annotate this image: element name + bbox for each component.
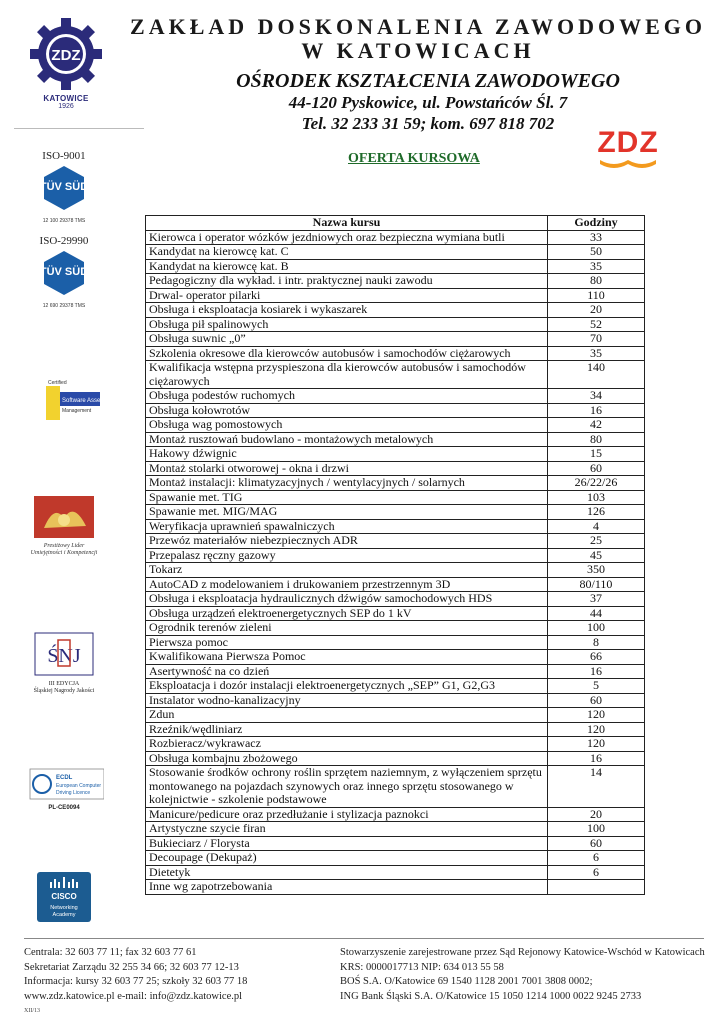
sam-logo-icon [24,378,104,424]
cisco-logo-icon [37,872,91,922]
table-row [146,807,645,822]
course-hours: 33 [548,230,645,245]
course-name: Inne wg zapotrzebowania [146,880,548,895]
course-name: Drwal- operator pilarki [146,288,548,303]
table-row [146,693,645,708]
footer-web-email: www.zdz.katowice.pl e-mail: info@zdz.katowice.pl [24,990,243,1002]
column-header-name: Nazwa kursu [146,216,548,231]
footer-krs-nip: KRS: 0000017713 NIP: 634 013 55 58 [340,961,504,973]
course-hours: 52 [548,317,645,332]
course-hours: 70 [548,332,645,347]
gear-emblem-icon [28,16,104,92]
course-name: Kierowca i operator wózków jezdniowych oraz bezpieczna wymiana butli [146,230,548,245]
course-name: Weryfikacja uprawnień spawalniczych [146,519,548,534]
table-row [146,490,645,505]
table-row [146,679,645,694]
course-hours: 110 [548,288,645,303]
table-row [146,505,645,520]
table-row [146,519,645,534]
table-row [146,751,645,766]
course-hours: 20 [548,807,645,822]
course-hours: 16 [548,664,645,679]
sam-line2: Software Assets [62,398,104,404]
snj-line1: III EDYCJA [48,681,80,687]
course-hours: 50 [548,245,645,260]
course-name: Hakowy dźwignic [146,447,548,462]
course-hours: 60 [548,836,645,851]
course-hours: 45 [548,548,645,563]
tuv-badge-icon [41,250,87,296]
table-row [146,418,645,433]
course-hours: 37 [548,592,645,607]
course-name: Decoupage (Dekupaż) [146,851,548,866]
course-table [145,215,645,895]
course-name: Asertywność na co dzień [146,664,548,679]
course-name: Kwalifikacja wstępna przyspieszona dla kierowców autobusów i samochodów ciężarowych [146,361,548,389]
table-row [146,606,645,621]
course-name: Obsługa i eksploatacja hydraulicznych dźwigów samochodowych HDS [146,592,548,607]
tuv-badge-text: TÜV SÜD [41,266,87,278]
table-row [146,288,645,303]
course-name: Montaż rusztowań budowlano - montażowych metalowych [146,432,548,447]
org-title: ZAKŁAD DOSKONALENIA ZAWODOWEGO [130,14,706,39]
course-hours: 20 [548,303,645,318]
footer-registration [340,946,705,1004]
snj-logo-icon [34,632,94,676]
iso-9001-title: ISO-9001 [42,150,86,162]
footer-phone-secretariat: Sekretariat Zarządu 32 255 34 66; 32 603 77 12-13 [24,961,239,973]
course-hours: 35 [548,346,645,361]
table-row [146,230,645,245]
ecdl-logo-icon [24,768,104,800]
course-name: Obsługa wag pomostowych [146,418,548,433]
table-row [146,432,645,447]
course-name: Zdun [146,708,548,723]
course-name: Eksploatacja i dozór instalacji elektroenergetycznych „SEP” G1, G2,G3 [146,679,548,694]
table-row [146,332,645,347]
table-row [146,592,645,607]
zdz-brand-logo [590,122,666,174]
footer-bank-ing: ING Bank Śląski S.A. O/Katowice 15 1050 1214 1000 0022 9245 2733 [340,990,642,1002]
footer-divider [24,938,704,939]
table-row [146,534,645,549]
course-hours: 140 [548,361,645,389]
table-row [146,621,645,636]
course-hours: 103 [548,490,645,505]
course-hours: 34 [548,389,645,404]
logo-emblem-text: ZDZ [51,47,81,64]
course-name: Artystyczne szycie firan [146,822,548,837]
snj-letters: ŚNJ [47,645,81,667]
course-name: Obsługa kołowrotów [146,403,548,418]
course-hours: 120 [548,708,645,723]
footer-phone-info: Informacja: kursy 32 603 77 25; szkoły 32 603 77 18 [24,976,248,987]
cisco-line2: Academy [52,912,76,918]
table-row [146,389,645,404]
course-hours: 80/110 [548,577,645,592]
course-name: Tokarz [146,563,548,578]
course-name: Przewóz materiałów niebezpiecznych ADR [146,534,548,549]
tuv-badge-icon [41,165,87,211]
table-row [146,447,645,462]
course-name: Obsługa urządzeń elektroenergetycznych SEP do 1 kV [146,606,548,621]
leader-award [14,496,114,557]
table-row [146,317,645,332]
course-hours: 16 [548,403,645,418]
table-row [146,577,645,592]
course-hours: 6 [548,851,645,866]
course-hours: 100 [548,822,645,837]
table-row [146,880,645,895]
iso-9001-number: 12 100 29378 TMS [42,218,86,224]
course-name: Pedagogiczny dla wykład. i intr. praktycznej nauki zawodu [146,274,548,289]
course-name: Obsługa i eksploatacja kosiarek i wykaszarek [146,303,548,318]
course-name: Pierwsza pomoc [146,635,548,650]
logo-year: 1926 [58,103,74,110]
table-row [146,303,645,318]
table-row [146,650,645,665]
table-row [146,245,645,260]
table-row [146,664,645,679]
cisco-line1: Networking [50,905,78,911]
course-name: Przepalasz ręczny gazowy [146,548,548,563]
cisco-name: CISCO [51,892,77,901]
course-hours: 42 [548,418,645,433]
phone: Tel. 32 233 31 59; kom. 697 818 702 [301,114,555,133]
course-name: Kandydat na kierowcę kat. B [146,259,548,274]
course-name: Bukieciarz / Florysta [146,836,548,851]
table-row [146,865,645,880]
course-hours: 350 [548,563,645,578]
course-name: AutoCAD z modelowaniem i drukowaniem przestrzennym 3D [146,577,548,592]
course-name: Instalator wodno-kanalizacyjny [146,693,548,708]
course-name: Spawanie met. MIG/MAG [146,505,548,520]
course-hours: 8 [548,635,645,650]
course-hours: 44 [548,606,645,621]
brand-text: ZDZ [597,126,659,159]
center-name: OŚRODEK KSZTAŁCENIA ZAWODOWEGO [236,70,620,92]
table-row [146,822,645,837]
table-row [146,766,645,808]
document-code: XII/13 [24,1008,40,1014]
book-icon [600,160,656,168]
course-name: Montaż instalacji: klimatyzacyjnych / wentylacyjnych / solarnych [146,476,548,491]
course-hours: 16 [548,751,645,766]
address: 44-120 Pyskowice, ul. Powstańców Śl. 7 [288,93,568,112]
course-name: Montaż stolarki otworowej - okna i drzwi [146,461,548,476]
ecdl-code: PL-CE0094 [48,805,80,811]
ecdl-certificate [14,768,114,812]
course-hours: 35 [548,259,645,274]
column-header-hours: Godziny [548,216,645,231]
iso-29990-block [14,235,114,309]
table-header-row [146,216,645,231]
course-name: Rzeźnik/wędliniarz [146,722,548,737]
course-hours [548,880,645,895]
iso-29990-title: ISO-29990 [39,235,89,247]
table-row [146,461,645,476]
ecdl-line3: Driving Licence [56,790,91,796]
course-name: Obsługa suwnic „0” [146,332,548,347]
logo-caption: KATOWICE [43,94,89,103]
award-image-icon [34,496,94,538]
course-hours: 5 [548,679,645,694]
sam-line3: Management [62,408,92,414]
table-row [146,259,645,274]
course-hours: 60 [548,461,645,476]
table-row [146,548,645,563]
iso-29990-number: 12 690 29378 TMS [42,303,86,309]
org-location: W KATOWICACH [301,38,535,63]
course-hours: 25 [548,534,645,549]
course-hours: 60 [548,693,645,708]
course-name: Dietetyk [146,865,548,880]
course-name: Kandydat na kierowcę kat. C [146,245,548,260]
iso-9001-block [14,150,114,224]
course-name: Obsługa kombajnu zbożowego [146,751,548,766]
course-hours: 100 [548,621,645,636]
course-hours: 120 [548,737,645,752]
table-row [146,403,645,418]
course-name: Rozbieracz/wykrawacz [146,737,548,752]
table-row [146,851,645,866]
footer-court: Stowarzyszenie zarejestrowane przez Sąd Rejonowy Katowice-Wschód w Katowicach [340,947,705,958]
course-name: Kwalifikowana Pierwsza Pomoc [146,650,548,665]
snj-award [14,632,114,695]
course-hours: 14 [548,766,645,808]
ecdl-line2: European Computer [56,783,102,789]
course-name: Obsługa pił spalinowych [146,317,548,332]
header-divider [14,128,144,129]
award-line2: Umiejętności i Kompetencji [30,550,98,557]
zdz-katowice-logo [26,16,106,112]
course-hours: 120 [548,722,645,737]
course-hours: 6 [548,865,645,880]
table-row [146,274,645,289]
table-row [146,361,645,389]
course-name: Szkolenia okresowe dla kierowców autobusów i samochodów ciężarowych [146,346,548,361]
sam-certificate [14,378,114,429]
table-row [146,708,645,723]
ecdl-line1: ECDL [56,775,73,781]
course-name: Obsługa podestów ruchomych [146,389,548,404]
footer-bank-bos: BOŚ S.A. O/Katowice 69 1540 1128 2001 7001 3808 0002; [340,976,593,987]
course-hours: 80 [548,432,645,447]
course-name: Stosowanie środków ochrony roślin sprzętem naziemnym, z wyłączeniem sprzętu montowanego na pojazdach szynowych oraz innego sprzętu stosowanego w kolejnictwie - szkolenie podstawowe [146,766,548,808]
footer-contact [24,946,247,1004]
offer-heading: OFERTA KURSOWA [348,151,480,166]
table-row [146,737,645,752]
table-row [146,722,645,737]
table-row [146,635,645,650]
course-hours: 15 [548,447,645,462]
cisco-academy [14,872,114,927]
course-table-body [146,230,645,894]
course-hours: 4 [548,519,645,534]
table-row [146,563,645,578]
snj-line2: Śląskiej Nagrody Jakości [33,688,95,695]
sam-line1: Certified [48,380,67,386]
tuv-badge-text: TÜV SÜD [41,181,87,193]
course-hours: 66 [548,650,645,665]
table-row [146,836,645,851]
course-hours: 26/22/26 [548,476,645,491]
table-row [146,346,645,361]
footer-phone-central: Centrala: 32 603 77 11; fax 32 603 77 61 [24,947,197,958]
course-hours: 80 [548,274,645,289]
course-hours: 126 [548,505,645,520]
course-name: Manicure/pedicure oraz przedłużanie i stylizacja paznokci [146,807,548,822]
award-line1: Prestiżowy Lider [43,543,85,549]
table-row [146,476,645,491]
course-name: Spawanie met. TIG [146,490,548,505]
course-name: Ogrodnik terenów zieleni [146,621,548,636]
